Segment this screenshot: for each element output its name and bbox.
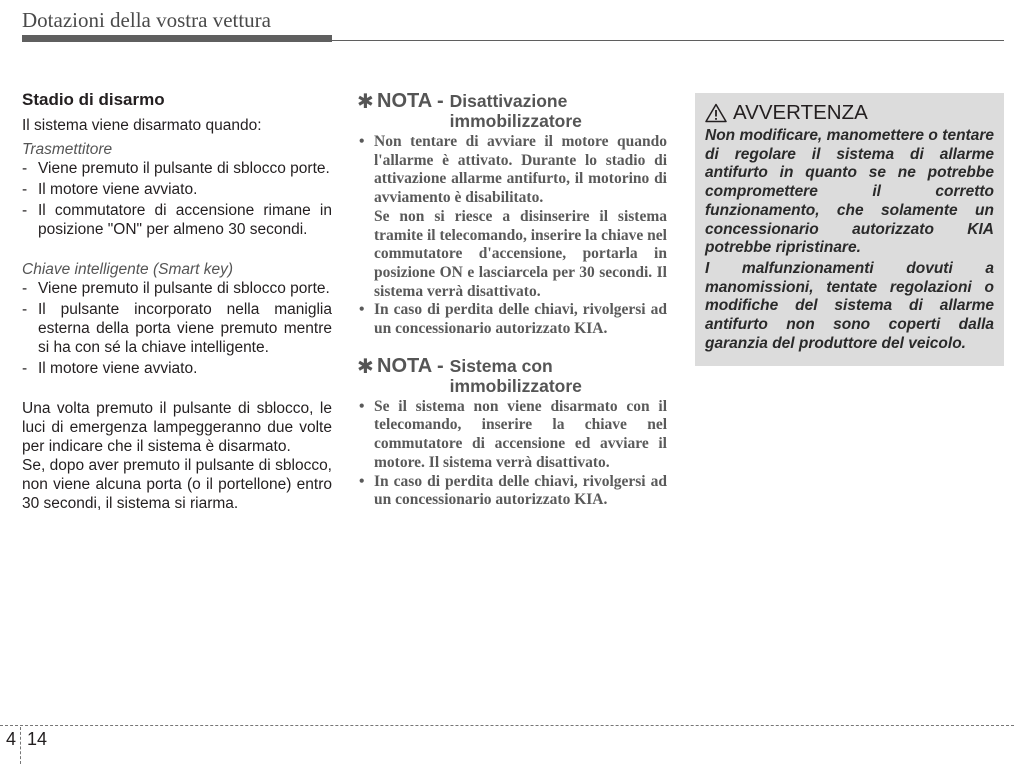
asterisk-icon: ✱ <box>357 353 374 378</box>
paragraph: Una volta premuto il pulsante di sblocco, le luci di emergenza lampeggeranno due volte per indicare che il sistema è disarmato. <box>22 400 332 455</box>
transmitter-list <box>22 159 332 239</box>
section-intro: Il sistema viene disarmato quando: <box>22 117 262 134</box>
list-item: - Il commutatore di accensione rimane in posizione "ON" per almeno 30 secondi. <box>22 201 332 239</box>
list-item: - Viene premuto il pulsante di sblocco porte. <box>22 279 332 298</box>
transmitter-subheading: Trasmettitore <box>22 141 113 158</box>
note-label: NOTA - <box>377 90 444 112</box>
left-column <box>22 90 332 513</box>
note-sistema <box>357 355 667 510</box>
bullet-text: Non tentare di avviare il motore quando l'allarme è attivato. Durante lo stadio di attivazione allarme antifurto, il motorino di avviamento è disabilitato. <box>374 133 667 207</box>
footer-divider <box>20 727 21 764</box>
header-rule <box>332 40 1004 41</box>
note-bullets <box>357 133 667 339</box>
note-disattivazione <box>357 90 667 339</box>
list-item: - Viene premuto il pulsante di sblocco porte. <box>22 159 332 178</box>
list-item: - Il pulsante incorporato nella maniglia esterna della porta viene premuto mentre si ha con sé la chiave intelligente. <box>22 300 332 357</box>
note-bullets <box>357 398 667 510</box>
note-label: NOTA - <box>377 354 444 377</box>
page-number: 14 <box>27 729 48 749</box>
note-title-line: Disattivazione <box>449 91 568 111</box>
smartkey-subheading: Chiave intelligente (Smart key) <box>22 261 234 278</box>
smartkey-list <box>22 279 332 378</box>
chapter-number: 4 <box>6 729 17 749</box>
note-title-line: Sistema con <box>449 355 553 376</box>
note-title-line: immobilizzatore <box>449 375 582 396</box>
warning-triangle-icon <box>705 103 727 123</box>
warning-box <box>695 93 1004 366</box>
note-title <box>450 90 582 131</box>
list-item: • In caso di perdita delle chiavi, rivolgersi ad un concessionario autorizzato KIA. <box>357 301 667 338</box>
note-title <box>450 355 582 396</box>
list-item: - Il motore viene avviato. <box>22 180 332 199</box>
list-item: - Il motore viene avviato. <box>22 359 332 378</box>
list-item <box>357 133 667 301</box>
note-title-line: immobilizzatore <box>449 111 582 131</box>
list-item: • In caso di perdita delle chiavi, rivolgersi ad un concessionario autorizzato KIA. <box>357 473 667 510</box>
warning-text: I malfunzionamenti dovuti a manomissioni, tentate regolazioni o modifiche del sistema di allarme antifurto non sono coperti dalla garanzia del produttore del veicolo. <box>705 259 994 352</box>
page-header-title: Dotazioni della vostra vettura <box>22 8 271 32</box>
footer-rule <box>0 725 1014 726</box>
asterisk-icon: ✱ <box>357 89 374 113</box>
section-heading: Stadio di disarmo <box>22 90 165 109</box>
warning-title: AVVERTENZA <box>733 101 868 124</box>
header-bar <box>22 35 332 42</box>
list-item: • Se il sistema non viene disarmato con il telecomando, inserire la chiave nel commutatore di accensione ed avviare il motore. Il sistema verrà disattivato. <box>357 398 667 473</box>
bullet-continuation: Se non si riesce a disinserire il sistema tramite il telecomando, inserire la chiave nel commutatore d'accensione, portarla in posizione ON e lasciarcela per 30 secondi. Il sistema verrà disattivato. <box>374 207 667 300</box>
paragraph: Se, dopo aver premuto il pulsante di sblocco, non viene alcuna porta (o il portellone) entro 30 secondi, il sistema si riarma. <box>22 457 332 512</box>
middle-column <box>357 90 667 510</box>
warning-text: Non modificare, manomettere o tentare di regolare il sistema di allarme antifurto in quanto se ne potrebbe compromettere il corretto funzionamento, che solamente un concessionario autorizzato KIA potrebbe ripristinare. <box>705 127 994 257</box>
